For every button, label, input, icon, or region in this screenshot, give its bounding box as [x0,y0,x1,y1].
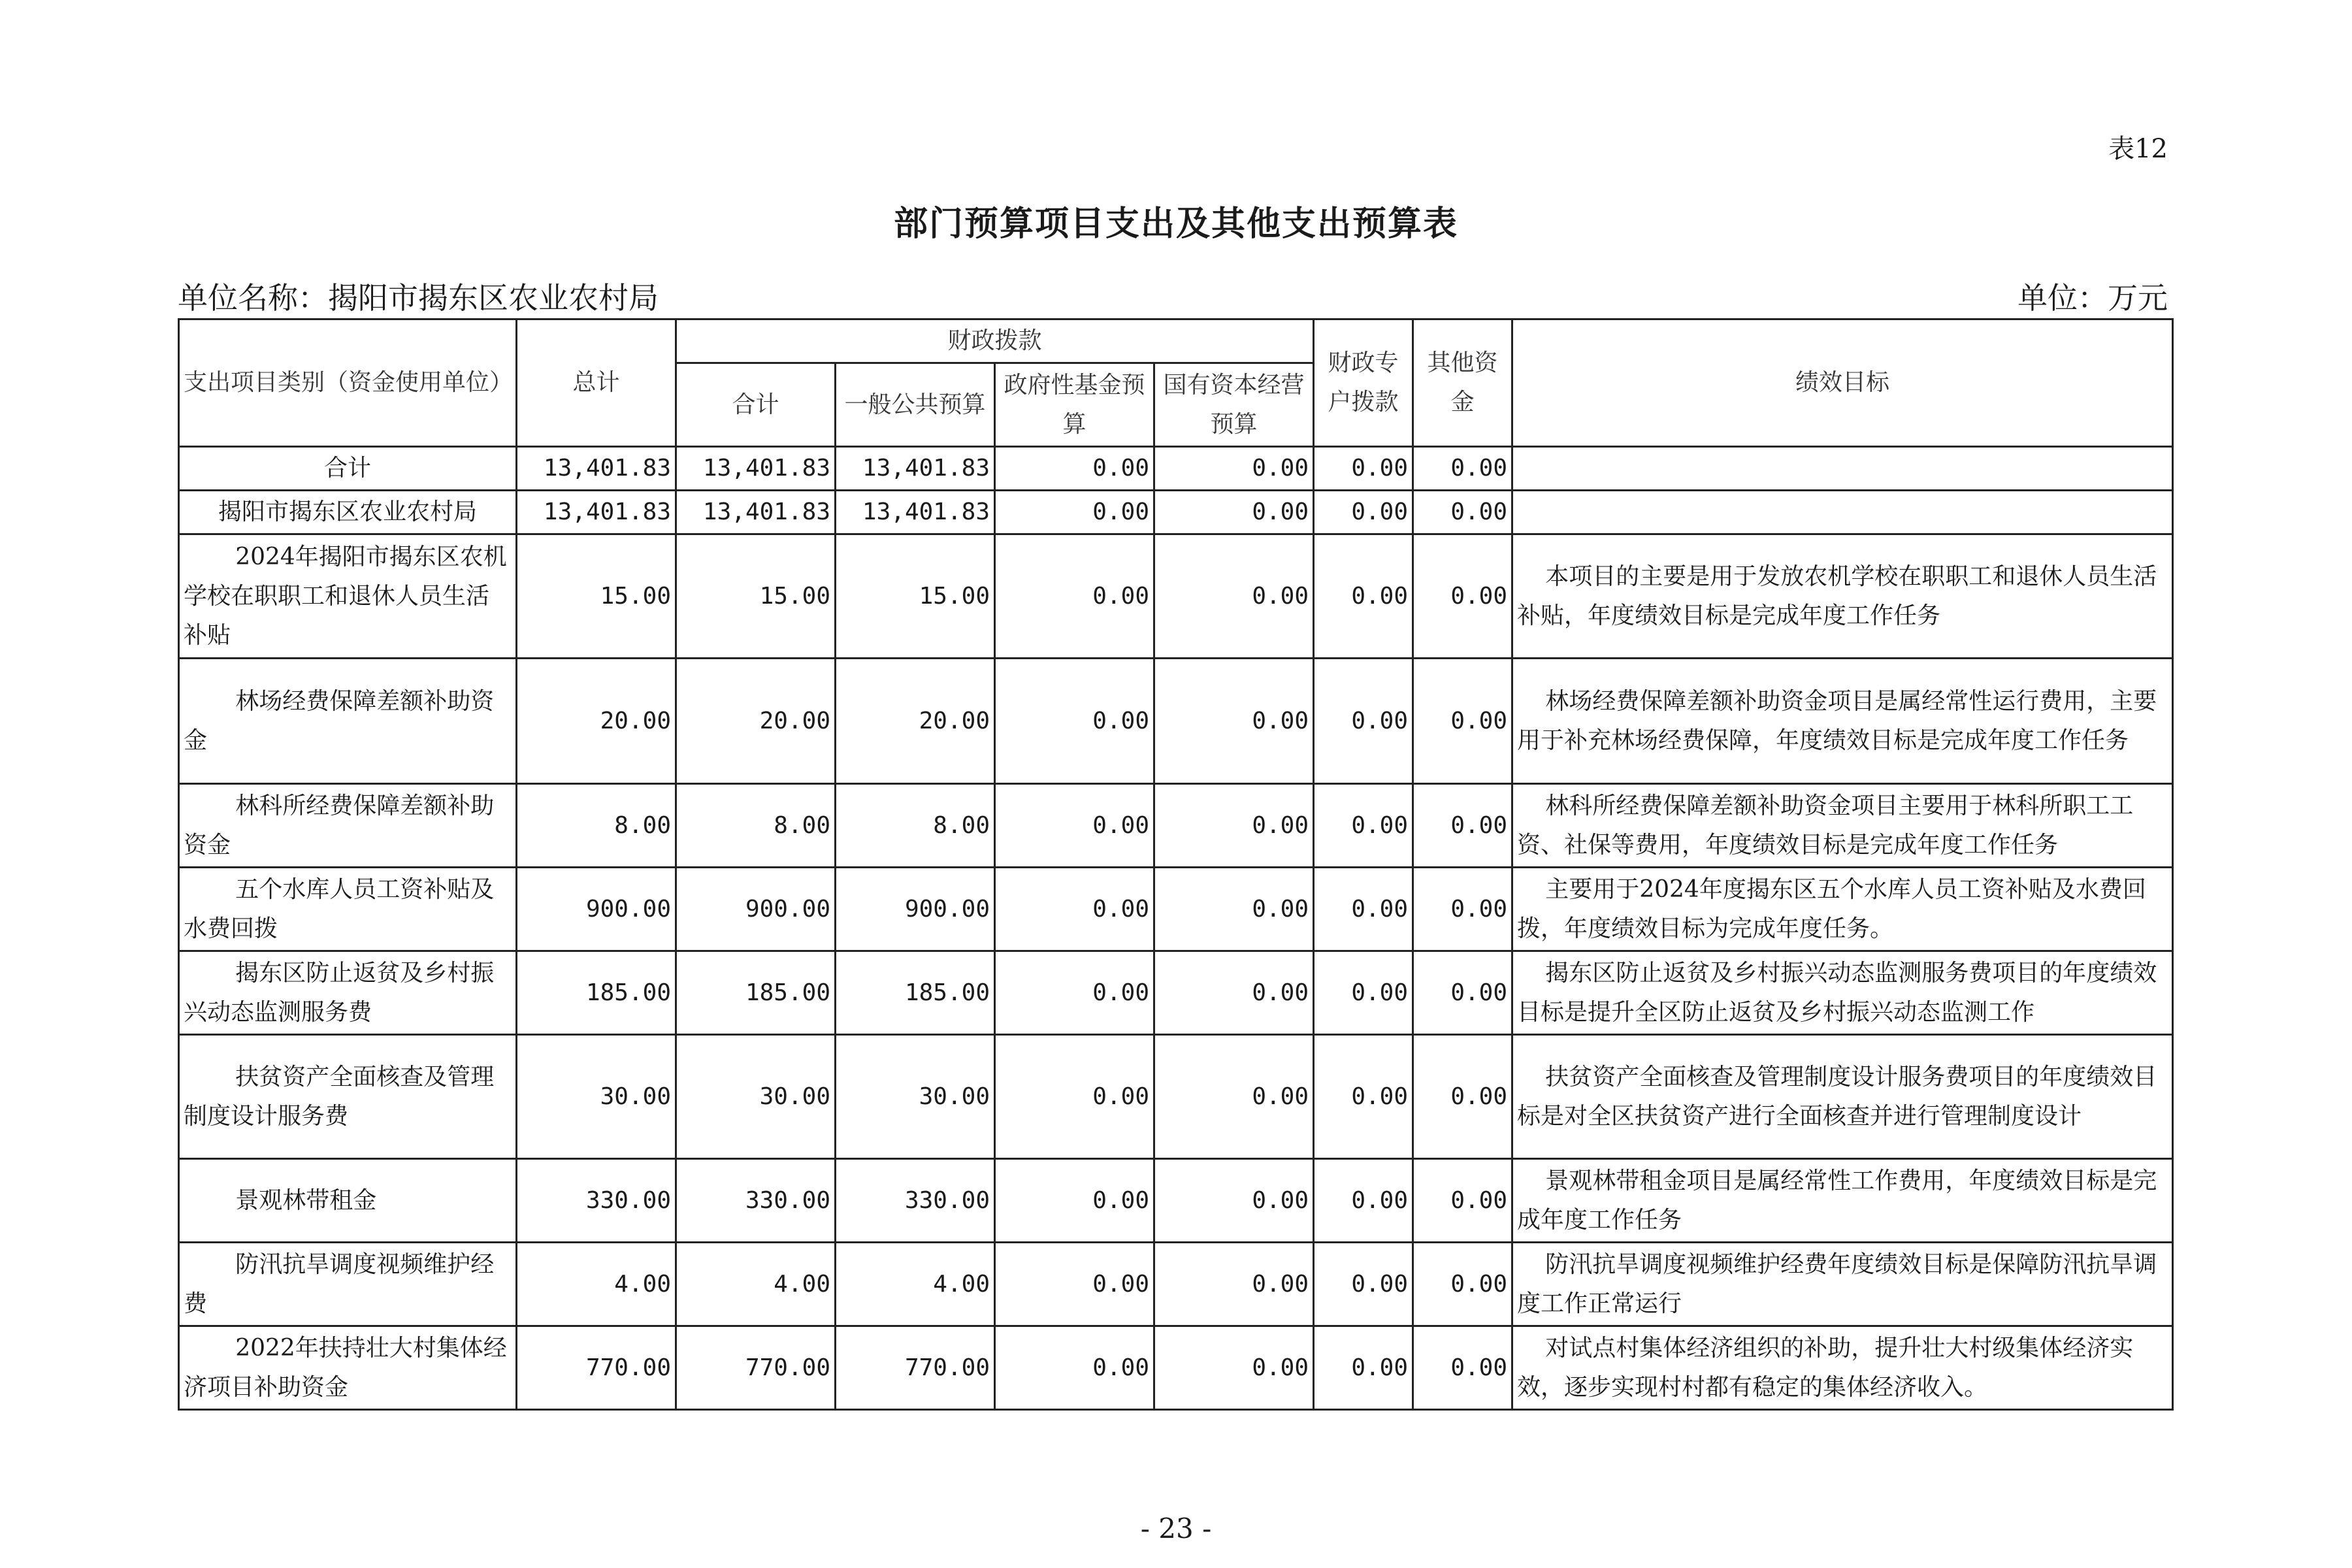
row-category: 揭东区防止返贫及乡村振兴动态监测服务费 [179,951,517,1035]
cell-total: 8.00 [517,784,676,868]
cell-gov-fund: 0.00 [995,447,1154,491]
header-general-budget: 一般公共预算 [836,363,995,447]
cell-state-capital: 0.00 [1154,534,1314,659]
cell-performance-goal [1512,447,2173,491]
cell-gov-fund: 0.00 [995,659,1154,784]
document-title: 部门预算项目支出及其他支出预算表 [893,204,1458,244]
cell-general-budget: 4.00 [836,1243,995,1326]
table-number: 表12 [2108,134,2168,164]
cell-total: 13,401.83 [517,447,676,491]
unit-name-label: 单位名称：揭阳市揭东区农业农村局 [178,280,659,316]
budget-table [178,318,2174,1411]
header-category: 支出项目类别（资金使用单位） [179,319,517,447]
cell-general-budget: 185.00 [836,951,995,1035]
header-performance-goal: 绩效目标 [1512,319,2173,447]
cell-state-capital: 0.00 [1154,1159,1314,1243]
cell-general-budget: 770.00 [836,1326,995,1410]
row-category: 林场经费保障差额补助资金 [179,659,517,784]
cell-general-budget: 330.00 [836,1159,995,1243]
cell-state-capital: 0.00 [1154,1326,1314,1410]
cell-general-budget: 30.00 [836,1035,995,1159]
table-row [179,1326,2173,1410]
cell-state-capital: 0.00 [1154,1035,1314,1159]
cell-special-account: 0.00 [1314,1326,1413,1410]
cell-general-budget: 8.00 [836,784,995,868]
cell-other-funds: 0.00 [1413,1326,1512,1410]
cell-gov-fund: 0.00 [995,868,1154,951]
cell-general-budget: 900.00 [836,868,995,951]
header-fiscal-allocation: 财政拨款 [676,319,1314,363]
cell-total: 20.00 [517,659,676,784]
cell-other-funds: 0.00 [1413,1243,1512,1326]
cell-performance-goal: 林科所经费保障差额补助资金项目主要用于林科所职工工资、社保等费用，年度绩效目标是完成年度工作任务 [1512,784,2173,868]
cell-gov-fund: 0.00 [995,784,1154,868]
table-row [179,868,2173,951]
header-total: 总计 [517,319,676,447]
cell-special-account: 0.00 [1314,447,1413,491]
cell-subtotal: 13,401.83 [676,491,836,534]
cell-subtotal: 330.00 [676,1159,836,1243]
cell-state-capital: 0.00 [1154,491,1314,534]
cell-subtotal: 185.00 [676,951,836,1035]
cell-special-account: 0.00 [1314,1243,1413,1326]
table-row [179,1159,2173,1243]
cell-subtotal: 900.00 [676,868,836,951]
row-category: 合计 [179,447,517,491]
table-row [179,534,2173,659]
header-other-funds: 其他资金 [1413,319,1512,447]
cell-special-account: 0.00 [1314,491,1413,534]
cell-performance-goal [1512,491,2173,534]
cell-subtotal: 13,401.83 [676,447,836,491]
cell-performance-goal: 景观林带租金项目是属经常性工作费用，年度绩效目标是完成年度工作任务 [1512,1159,2173,1243]
cell-gov-fund: 0.00 [995,951,1154,1035]
cell-total: 13,401.83 [517,491,676,534]
cell-performance-goal: 对试点村集体经济组织的补助，提升壮大村级集体经济实效，逐步实现村村都有稳定的集体经济收入。 [1512,1326,2173,1410]
cell-other-funds: 0.00 [1413,659,1512,784]
cell-gov-fund: 0.00 [995,1159,1154,1243]
cell-subtotal: 20.00 [676,659,836,784]
cell-state-capital: 0.00 [1154,868,1314,951]
cell-subtotal: 4.00 [676,1243,836,1326]
cell-other-funds: 0.00 [1413,784,1512,868]
cell-subtotal: 8.00 [676,784,836,868]
table-row [179,1035,2173,1159]
table-row [179,951,2173,1035]
row-category: 扶贫资产全面核查及管理制度设计服务费 [179,1035,517,1159]
cell-gov-fund: 0.00 [995,491,1154,534]
cell-state-capital: 0.00 [1154,951,1314,1035]
cell-performance-goal: 防汛抗旱调度视频维护经费年度绩效目标是保障防汛抗旱调度工作正常运行 [1512,1243,2173,1326]
table-row [179,784,2173,868]
page-number: - 23 - [1140,1512,1212,1544]
row-category: 2024年揭阳市揭东区农机学校在职职工和退休人员生活补贴 [179,534,517,659]
header-gov-fund: 政府性基金预算 [995,363,1154,447]
cell-gov-fund: 0.00 [995,1035,1154,1159]
row-category: 揭阳市揭东区农业农村局 [179,491,517,534]
table-row [179,1243,2173,1326]
cell-performance-goal: 林场经费保障差额补助资金项目是属经常性运行费用，主要用于补充林场经费保障，年度绩效目标是完成年度工作任务 [1512,659,2173,784]
row-category: 五个水库人员工资补贴及水费回拨 [179,868,517,951]
cell-performance-goal: 主要用于2024年度揭东区五个水库人员工资补贴及水费回拨，年度绩效目标为完成年度任务。 [1512,868,2173,951]
cell-special-account: 0.00 [1314,534,1413,659]
header-special-account: 财政专户拨款 [1314,319,1413,447]
cell-general-budget: 20.00 [836,659,995,784]
cell-total: 15.00 [517,534,676,659]
cell-other-funds: 0.00 [1413,447,1512,491]
cell-special-account: 0.00 [1314,951,1413,1035]
cell-other-funds: 0.00 [1413,491,1512,534]
unit-label: 单位：万元 [2017,280,2168,316]
cell-state-capital: 0.00 [1154,1243,1314,1326]
cell-total: 30.00 [517,1035,676,1159]
table-row [179,447,2173,491]
cell-gov-fund: 0.00 [995,1326,1154,1410]
cell-subtotal: 30.00 [676,1035,836,1159]
row-category: 景观林带租金 [179,1159,517,1243]
table-row [179,659,2173,784]
cell-subtotal: 770.00 [676,1326,836,1410]
row-category: 防汛抗旱调度视频维护经费 [179,1243,517,1326]
cell-special-account: 0.00 [1314,1159,1413,1243]
cell-total: 185.00 [517,951,676,1035]
cell-special-account: 0.00 [1314,1035,1413,1159]
cell-general-budget: 13,401.83 [836,491,995,534]
cell-other-funds: 0.00 [1413,868,1512,951]
cell-performance-goal: 揭东区防止返贫及乡村振兴动态监测服务费项目的年度绩效目标是提升全区防止返贫及乡村振兴动态监测工作 [1512,951,2173,1035]
cell-gov-fund: 0.00 [995,1243,1154,1326]
cell-state-capital: 0.00 [1154,659,1314,784]
cell-total: 770.00 [517,1326,676,1410]
cell-special-account: 0.00 [1314,784,1413,868]
cell-performance-goal: 本项目的主要是用于发放农机学校在职职工和退休人员生活补贴，年度绩效目标是完成年度工作任务 [1512,534,2173,659]
cell-gov-fund: 0.00 [995,534,1154,659]
table-row [179,491,2173,534]
cell-total: 4.00 [517,1243,676,1326]
cell-state-capital: 0.00 [1154,784,1314,868]
cell-other-funds: 0.00 [1413,1159,1512,1243]
cell-other-funds: 0.00 [1413,534,1512,659]
row-category: 2022年扶持壮大村集体经济项目补助资金 [179,1326,517,1410]
header-state-capital: 国有资本经营预算 [1154,363,1314,447]
cell-special-account: 0.00 [1314,659,1413,784]
cell-general-budget: 13,401.83 [836,447,995,491]
cell-total: 330.00 [517,1159,676,1243]
cell-performance-goal: 扶贫资产全面核查及管理制度设计服务费项目的年度绩效目标是对全区扶贫资产进行全面核查并进行管理制度设计 [1512,1035,2173,1159]
cell-total: 900.00 [517,868,676,951]
cell-general-budget: 15.00 [836,534,995,659]
header-fiscal-subtotal: 合计 [676,363,836,447]
row-category: 林科所经费保障差额补助资金 [179,784,517,868]
cell-other-funds: 0.00 [1413,951,1512,1035]
cell-subtotal: 15.00 [676,534,836,659]
cell-special-account: 0.00 [1314,868,1413,951]
cell-other-funds: 0.00 [1413,1035,1512,1159]
cell-state-capital: 0.00 [1154,447,1314,491]
